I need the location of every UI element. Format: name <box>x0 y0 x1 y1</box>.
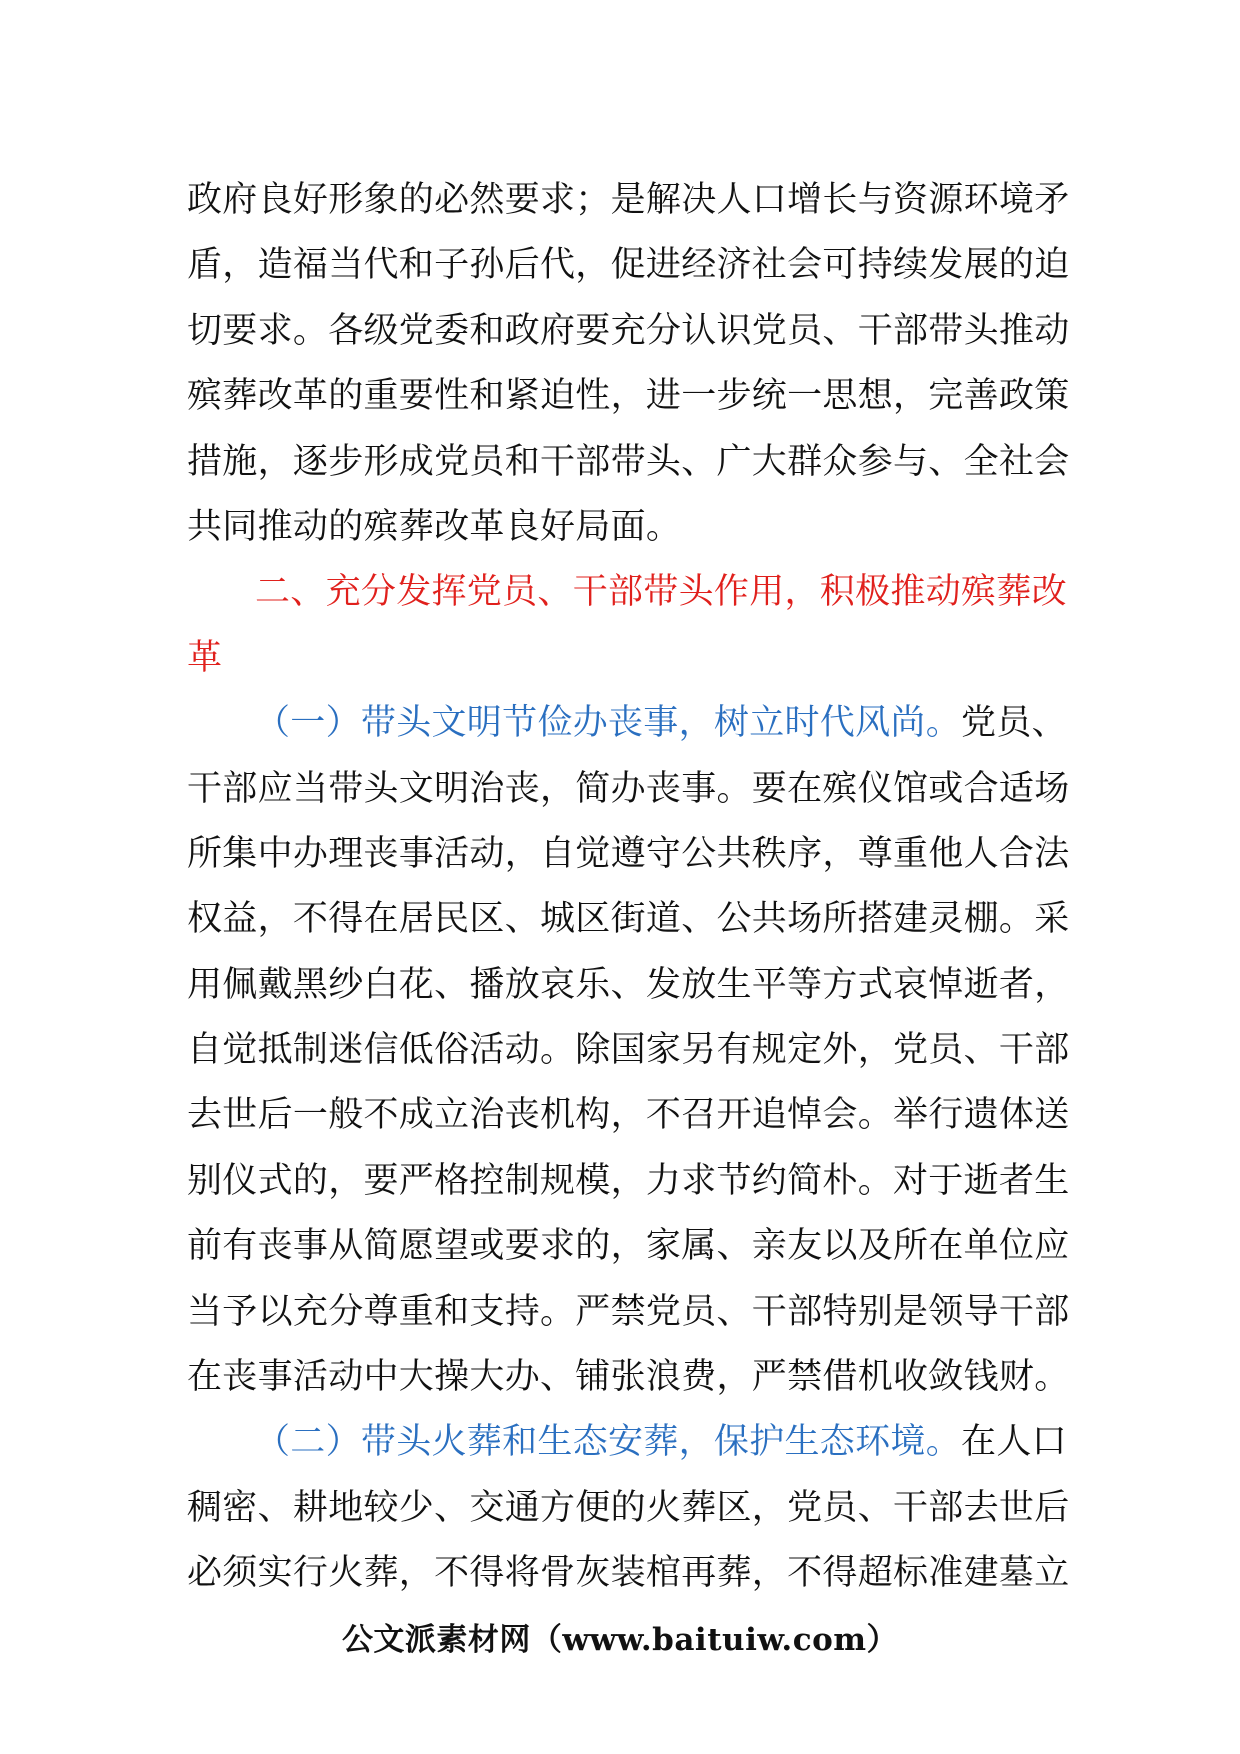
subsection-line <box>187 691 1067 756</box>
body-line: 别仪式的，要严格控制规模，力求节约简朴。对于逝者生 <box>187 1160 1070 1201</box>
body-line: 措施，逐步形成党员和干部带头、广大群众参与、全社会 <box>187 441 1070 482</box>
body-line: 稠密、耕地较少、交通方便的火葬区，党员、干部去世后 <box>187 1487 1070 1528</box>
body-line: 盾，造福当代和子孙后代，促进经济社会可持续发展的迫 <box>187 245 1070 286</box>
body-text: 在人口 <box>961 1422 1067 1463</box>
subsection-heading: （二）带头火葬和生态安葬，保护生态环境。 <box>255 1422 962 1463</box>
subsection-heading: （一）带头文明节俭办丧事，树立时代风尚。 <box>255 703 962 744</box>
document-body <box>187 168 1070 1607</box>
section-heading-line: 二、充分发挥党员、干部带头作用，积极推动殡葬改 <box>255 572 1067 613</box>
body-line: 必须实行火葬，不得将骨灰装棺再葬，不得超标准建墓立 <box>187 1553 1070 1594</box>
body-line: 干部应当带头文明治丧，简办丧事。要在殡仪馆或合适场 <box>187 768 1070 809</box>
body-line: 政府良好形象的必然要求；是解决人口增长与资源环境矛 <box>187 180 1070 220</box>
body-line: 前有丧事从简愿望或要求的，家属、亲友以及所在单位应 <box>187 1226 1070 1267</box>
body-line: 用佩戴黑纱白花、播放哀乐、发放生平等方式哀悼逝者， <box>187 964 1070 1005</box>
footer-watermark: 公文派素材网（www.baituiw.com） <box>341 1622 899 1658</box>
body-line: 自觉抵制迷信低俗活动。除国家另有规定外，党员、干部 <box>187 1030 1070 1071</box>
body-line: 去世后一般不成立治丧机构，不召开追悼会。举行遗体送 <box>187 1095 1070 1136</box>
body-line: 当予以充分尊重和支持。严禁党员、干部特别是领导干部 <box>187 1291 1070 1332</box>
body-line: 在丧事活动中大操大办、铺张浪费，严禁借机收敛钱财。 <box>187 1357 1070 1398</box>
body-line: 所集中办理丧事活动，自觉遵守公共秩序，尊重他人合法 <box>187 833 1070 874</box>
body-line: 殡葬改革的重要性和紧迫性，进一步统一思想，完善政策 <box>187 376 1070 417</box>
body-line: 权益，不得在居民区、城区街道、公共场所搭建灵棚。采 <box>187 899 1070 940</box>
body-line: 切要求。各级党委和政府要充分认识党员、干部带头推动 <box>187 310 1070 351</box>
subsection-line <box>187 1410 1067 1475</box>
body-text: 党员、 <box>961 703 1067 744</box>
section-heading-line: 革 <box>187 637 223 678</box>
body-line: 共同推动的殡葬改革良好局面。 <box>187 506 682 547</box>
